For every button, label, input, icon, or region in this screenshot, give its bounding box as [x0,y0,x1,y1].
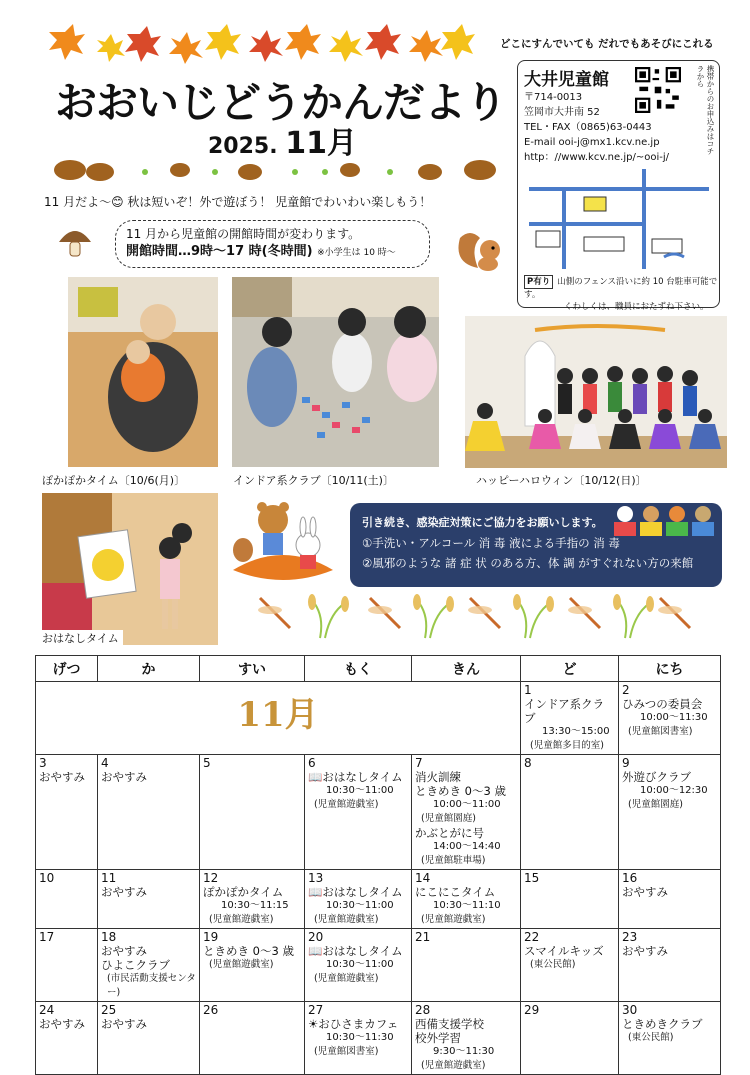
day-number: 30 [622,1003,638,1017]
event-time: 13:30～15:00 [542,726,610,737]
event-place: (児童館遊戯室) [314,914,379,925]
day-number: 11 [101,871,117,885]
qr-code-icon [635,67,681,113]
day-number: 27 [308,1003,324,1017]
issue-year: 2025. [208,134,278,159]
day-number: 16 [622,871,638,885]
event-title: 📖おはなしタイム [308,885,403,899]
calendar-day-cell [412,870,521,929]
event-place: (東公民館) [628,1032,674,1043]
calendar-day-cell [98,1002,200,1075]
calendar-day-cell [619,682,721,755]
day-number: 15 [524,871,540,885]
photo-storytelling-time [42,493,218,645]
weekday-sat: ど [521,656,619,682]
event-title: ときめきクラブ [622,1017,703,1031]
day-number: 7 [415,756,423,770]
photo-indoor-club [232,277,439,467]
calendar-day-cell [305,755,412,870]
calendar-day-cell [619,929,721,1002]
event-title: 外遊びクラブ [622,770,691,784]
event-title: 西備支援学校 [415,1017,484,1031]
parking-info [524,275,719,313]
day-number: 24 [39,1003,55,1017]
calendar-day-cell [619,870,721,929]
photo-caption-pokapoka: ぽかぽかタイム〔10/6(月)〕 [42,474,186,487]
event-place: (児童館遊戯室) [421,1060,486,1071]
acorns-decoration [40,140,510,190]
calendar-day-cell [521,929,619,1002]
day-number: 6 [308,756,316,770]
calendar-day-cell [521,682,619,755]
parking-note-2: くわしくは、職員におたずね下さい。 [564,302,709,312]
event-title: ひみつの委員会 [622,697,703,711]
event-place: (児童館遊戯室) [209,914,274,925]
event-title: ひよこクラブ [101,958,170,972]
calendar-week-row [36,1002,721,1075]
day-number: 23 [622,930,638,944]
day-number: 10 [39,871,55,885]
event-calendar [35,655,721,1075]
contact-info-box [517,60,720,312]
day-number: 9 [622,756,630,770]
event-title: 📖おはなしタイム [308,944,403,958]
hours-notice [115,220,430,268]
event-place: (市民活動支援センター) [107,973,196,998]
event-place: (児童館遊戯室) [314,973,379,984]
event-time: 10:00～11:30 [640,712,708,723]
event-title: にこにこタイム [415,885,496,899]
event-title: ときめき 0～3 歳 [203,944,294,958]
event-time: 10:30～11:30 [326,1032,394,1043]
location-map [524,169,714,269]
calendar-week-row [36,755,721,870]
day-number: 8 [524,756,532,770]
photo-caption-indoor-club: インドア系クラブ〔10/11(土)〕 [233,474,394,487]
event-title: 📖おはなしタイム [308,770,403,784]
event-title: ☀おひさまカフェ [308,1017,399,1031]
event-place: (児童館図書室) [314,1046,379,1057]
event-time: 10:00～11:00 [433,799,501,810]
event-title: おやすみ [39,1017,85,1031]
month-banner-label: 11月 [237,694,319,735]
email: E-mail ooi-j@mx1.kcv.ne.jp [524,137,660,148]
event-time: 10:30～11:00 [326,900,394,911]
calendar-day-cell [36,1002,98,1075]
event-time: 10:30～11:00 [326,959,394,970]
weekday-mon: げつ [36,656,98,682]
day-number: 20 [308,930,324,944]
event-place: (児童館園庭) [421,813,476,824]
opening-hours: 開館時間…9時～17 時(冬時間) [126,244,313,259]
infection-item-2: ②風邪のような 諸 症 状 のある方、体 調 がすぐれない方の来館 [362,556,694,570]
facility-name: 大井児童館 [524,70,609,90]
event-title: スマイルキッズ [524,944,604,958]
event-time: 10:00～12:30 [640,785,708,796]
parking-note-1: 山側のフェンス沿いに約 10 台駐車可能です。 [524,277,718,300]
calendar-day-cell [200,870,305,929]
day-number: 2 [622,683,630,697]
month-banner-cell [36,682,521,755]
day-number: 19 [203,930,219,944]
calendar-week-row [36,929,721,1002]
weekday-sun: にち [619,656,721,682]
photo-caption-halloween: ハッピーハロウィン〔10/12(日)〕 [476,474,647,487]
event-title: おやすみ [101,885,147,899]
calendar-day-cell [98,929,200,1002]
opening-hours-note: ※小学生は 10 時～ [317,248,396,258]
event-title: おやすみ [101,1017,147,1031]
day-number: 17 [39,930,55,944]
photo-happy-halloween [465,316,727,468]
intro-message: 11 月だよ～😊 秋は短いぞ！外で遊ぼう！ 児童館でわいわい楽しもう！ [44,195,432,209]
event-place: (児童館図書室) [628,726,693,737]
event-title: おやすみ [622,944,668,958]
day-number: 13 [308,871,324,885]
calendar-day-cell [521,755,619,870]
event-place: (東公民館) [530,959,576,970]
day-number: 18 [101,930,117,944]
infection-banner-title: 引き続き、感染症対策にご協力をお願いします。 [362,516,603,529]
day-number: 25 [101,1003,117,1017]
newsletter-title: おおいじどうかんだより [55,78,507,127]
calendar-day-cell [521,1002,619,1075]
animal-train-icon [612,500,717,542]
weekday-thu: もく [305,656,412,682]
calendar-header-row [36,656,721,682]
day-number: 29 [524,1003,540,1017]
calendar-day-cell [521,870,619,929]
event-place: (児童館遊戯室) [421,914,486,925]
event-title: 校外学習 [415,1031,461,1045]
address: 笠岡市大井南 52 [524,107,600,118]
calendar-day-cell [36,870,98,929]
calendar-day-cell [200,929,305,1002]
photo-pokapoka-time [68,277,218,467]
bear-rabbit-icon [228,495,346,585]
phone-fax: TEL・FAX（0865)63-0443 [524,122,652,133]
event-time: 10:30～11:00 [326,785,394,796]
weekday-fri: きん [412,656,521,682]
event-place: (児童館駐車場) [421,855,486,866]
event-title: おやすみ [101,944,147,958]
event-place: (児童館園庭) [628,799,683,810]
event-title: 消火訓練 [415,770,461,784]
day-number: 1 [524,683,532,697]
weekday-wed: すい [200,656,305,682]
parking-label: P有り [524,275,553,289]
calendar-day-cell [412,1002,521,1075]
photo-caption-storytelling: おはなしタイム [42,630,123,646]
calendar-day-cell [305,929,412,1002]
day-number: 5 [203,756,211,770]
calendar-day-cell [305,1002,412,1075]
event-time: 9:30～11:30 [433,1046,495,1057]
day-number: 26 [203,1003,219,1017]
calendar-day-cell [412,929,521,1002]
event-place: (児童館遊戯室) [314,799,379,810]
calendar-week-row [36,682,721,755]
calendar-day-cell [412,755,521,870]
mushroom-icon [55,222,95,262]
calendar-day-cell [98,755,200,870]
calendar-day-cell [305,870,412,929]
hours-notice-line1: 11 月から児童館の開館時間が変わります。 [126,227,361,241]
calendar-day-cell [200,1002,305,1075]
weekday-tue: か [98,656,200,682]
event-time: 10:30～11:10 [433,900,501,911]
event-place: (児童館多目的室) [530,740,604,751]
squirrel-icon [448,228,508,272]
dragonfly-grass-decoration [240,588,720,640]
event-title: ぽかぽかタイム [203,885,284,899]
event-title: おやすみ [101,770,147,784]
tagline: どこにすんでいても だれでもあそびにこれる [500,38,714,50]
event-place: (児童館遊戯室) [209,959,274,970]
calendar-day-cell [619,1002,721,1075]
event-title: おやすみ [39,770,85,784]
autumn-leaves-decoration [45,22,475,72]
infection-item-1: ①手洗い・アルコール 消 毒 液による手指の 消 毒 [362,536,620,550]
website-url: http：//www.kcv.ne.jp/~ooi-j/ [524,152,669,163]
calendar-day-cell [98,870,200,929]
calendar-day-cell [36,755,98,870]
event-title: おやすみ [622,885,668,899]
calendar-week-row [36,870,721,929]
day-number: 28 [415,1003,431,1017]
event-title: ときめき 0～3 歳 [415,784,506,798]
mobile-signup-note: 携帯からのお申込みはコチラから [696,65,715,155]
event-time: 10:30～11:15 [221,900,289,911]
event-title: インドア系クラブ [524,697,605,725]
event-time: 14:00～14:40 [433,841,501,852]
issue-month: 11月 [285,126,358,161]
day-number: 12 [203,871,219,885]
event-title: かぶとがに号 [415,826,484,840]
day-number: 4 [101,756,109,770]
calendar-day-cell [619,755,721,870]
postal-code: 〒714-0013 [524,92,583,103]
calendar-day-cell [36,929,98,1002]
day-number: 3 [39,756,47,770]
calendar-day-cell [200,755,305,870]
day-number: 21 [415,930,431,944]
day-number: 22 [524,930,540,944]
day-number: 14 [415,871,431,885]
